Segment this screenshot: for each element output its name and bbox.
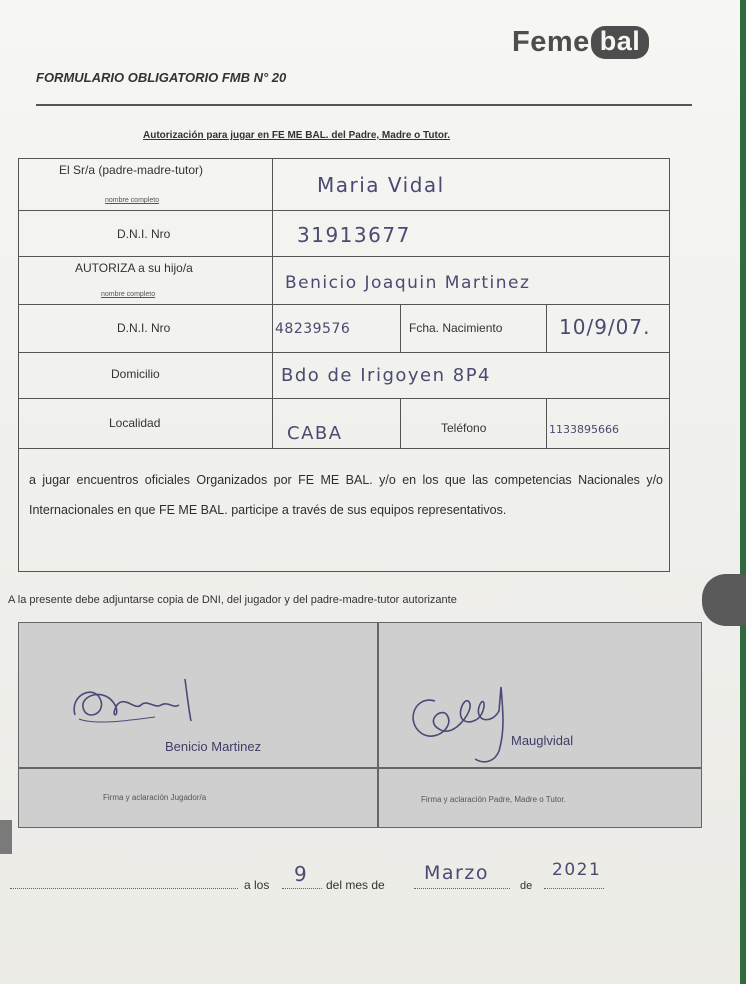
address-value: Bdo de Irigoyen 8P4 [281,365,491,386]
date-of: de [520,880,533,892]
dni-label: D.N.I. Nro [117,227,171,241]
guardian-name-value: Maria Vidal [317,173,445,197]
page-edge [740,0,746,984]
guardian-signature-caption: Firma y aclaración Padre, Madre o Tutor. [421,795,566,804]
address-label: Domicilio [111,367,160,381]
child-dni-value-cell[interactable] [273,305,401,352]
address-label-cell [19,353,273,398]
date-month[interactable]: Marzo [424,862,489,884]
signature-divider-horizontal [19,767,701,769]
birth-value: 10/9/07. [559,315,651,339]
guardian-sublabel: nombre completo [105,197,160,204]
year-blank [544,888,604,889]
child-dni-label: D.N.I. Nro [117,321,171,335]
femebal-logo [512,26,649,59]
form-subtitle: Autorización para jugar en FE ME BAL. del Padre, Madre o Tutor. [143,130,451,141]
player-signature-scribble[interactable] [65,675,215,741]
date-prefix: a los [244,878,270,892]
logo-badge: bal [591,26,650,59]
player-signature-name: Benicio Martinez [165,739,262,754]
phone-label-cell [401,399,547,448]
day-blank [282,888,322,889]
phone-value: 1133895666 [549,423,619,436]
month-blank [414,888,510,889]
phone-label: Teléfono [441,421,487,435]
player-signature-caption: Firma y aclaración Jugador/a [103,793,207,802]
dni-value-cell[interactable] [273,211,669,256]
guardian-signature-name: Mauglvidal [511,733,574,748]
signature-divider-vertical [377,623,379,827]
authorization-table [18,158,670,572]
date-day[interactable]: 9 [294,862,309,886]
attachment-notice: A la presente debe adjuntarse copia de DNI, del jugador y del padre-madre-tutor autorizante [8,594,457,606]
city-label-cell [19,399,273,448]
child-dni-label-cell [19,305,273,352]
child-sublabel: nombre completo [101,291,156,298]
date-mid: del mes de [326,878,385,892]
guardian-dni-value: 31913677 [297,223,411,247]
guardian-signature-scribble[interactable] [395,681,525,767]
birth-value-cell[interactable] [547,305,669,352]
row-guardian [19,159,669,211]
authorization-text: a jugar encuentros oficiales Organizados por FE ME BAL. y/o en los que las competencias Nacionales y/o Internacionales en que FE ME BAL. participe a través de sus equipos representativos. [29,473,663,517]
dni-label-cell [19,211,273,256]
row-city [19,399,669,449]
child-name-value: Benicio Joaquin Martinez [285,273,531,293]
form-title: FORMULARIO OBLIGATORIO FMB N° 20 [36,70,287,85]
birth-label-cell [401,305,547,352]
city-value-cell[interactable] [273,399,401,448]
row-child-dni [19,305,669,353]
child-dni-value: 48239576 [275,321,351,337]
guardian-label: El Sr/a (padre-madre-tutor) [59,163,204,177]
signature-box [18,622,702,828]
row-address [19,353,669,399]
place-blank[interactable] [10,888,238,889]
row-child [19,257,669,305]
logo-text: Feme [512,26,590,58]
scan-shadow [702,574,746,626]
title-divider [36,104,692,106]
date-line [0,860,746,906]
city-value: CABA [287,423,343,444]
address-value-cell[interactable] [273,353,669,398]
guardian-label-cell [19,159,273,210]
authorizes-label: AUTORIZA a su hijo/a [75,261,193,275]
child-label-cell [19,257,273,304]
guardian-value-cell[interactable] [273,159,669,210]
child-value-cell[interactable] [273,257,669,304]
phone-value-cell[interactable] [547,399,669,448]
city-label: Localidad [109,416,161,430]
scan-edge-shadow [0,820,12,854]
birth-label: Fcha. Nacimiento [409,321,503,335]
date-year[interactable]: 2021 [552,860,602,880]
row-guardian-dni [19,211,669,257]
